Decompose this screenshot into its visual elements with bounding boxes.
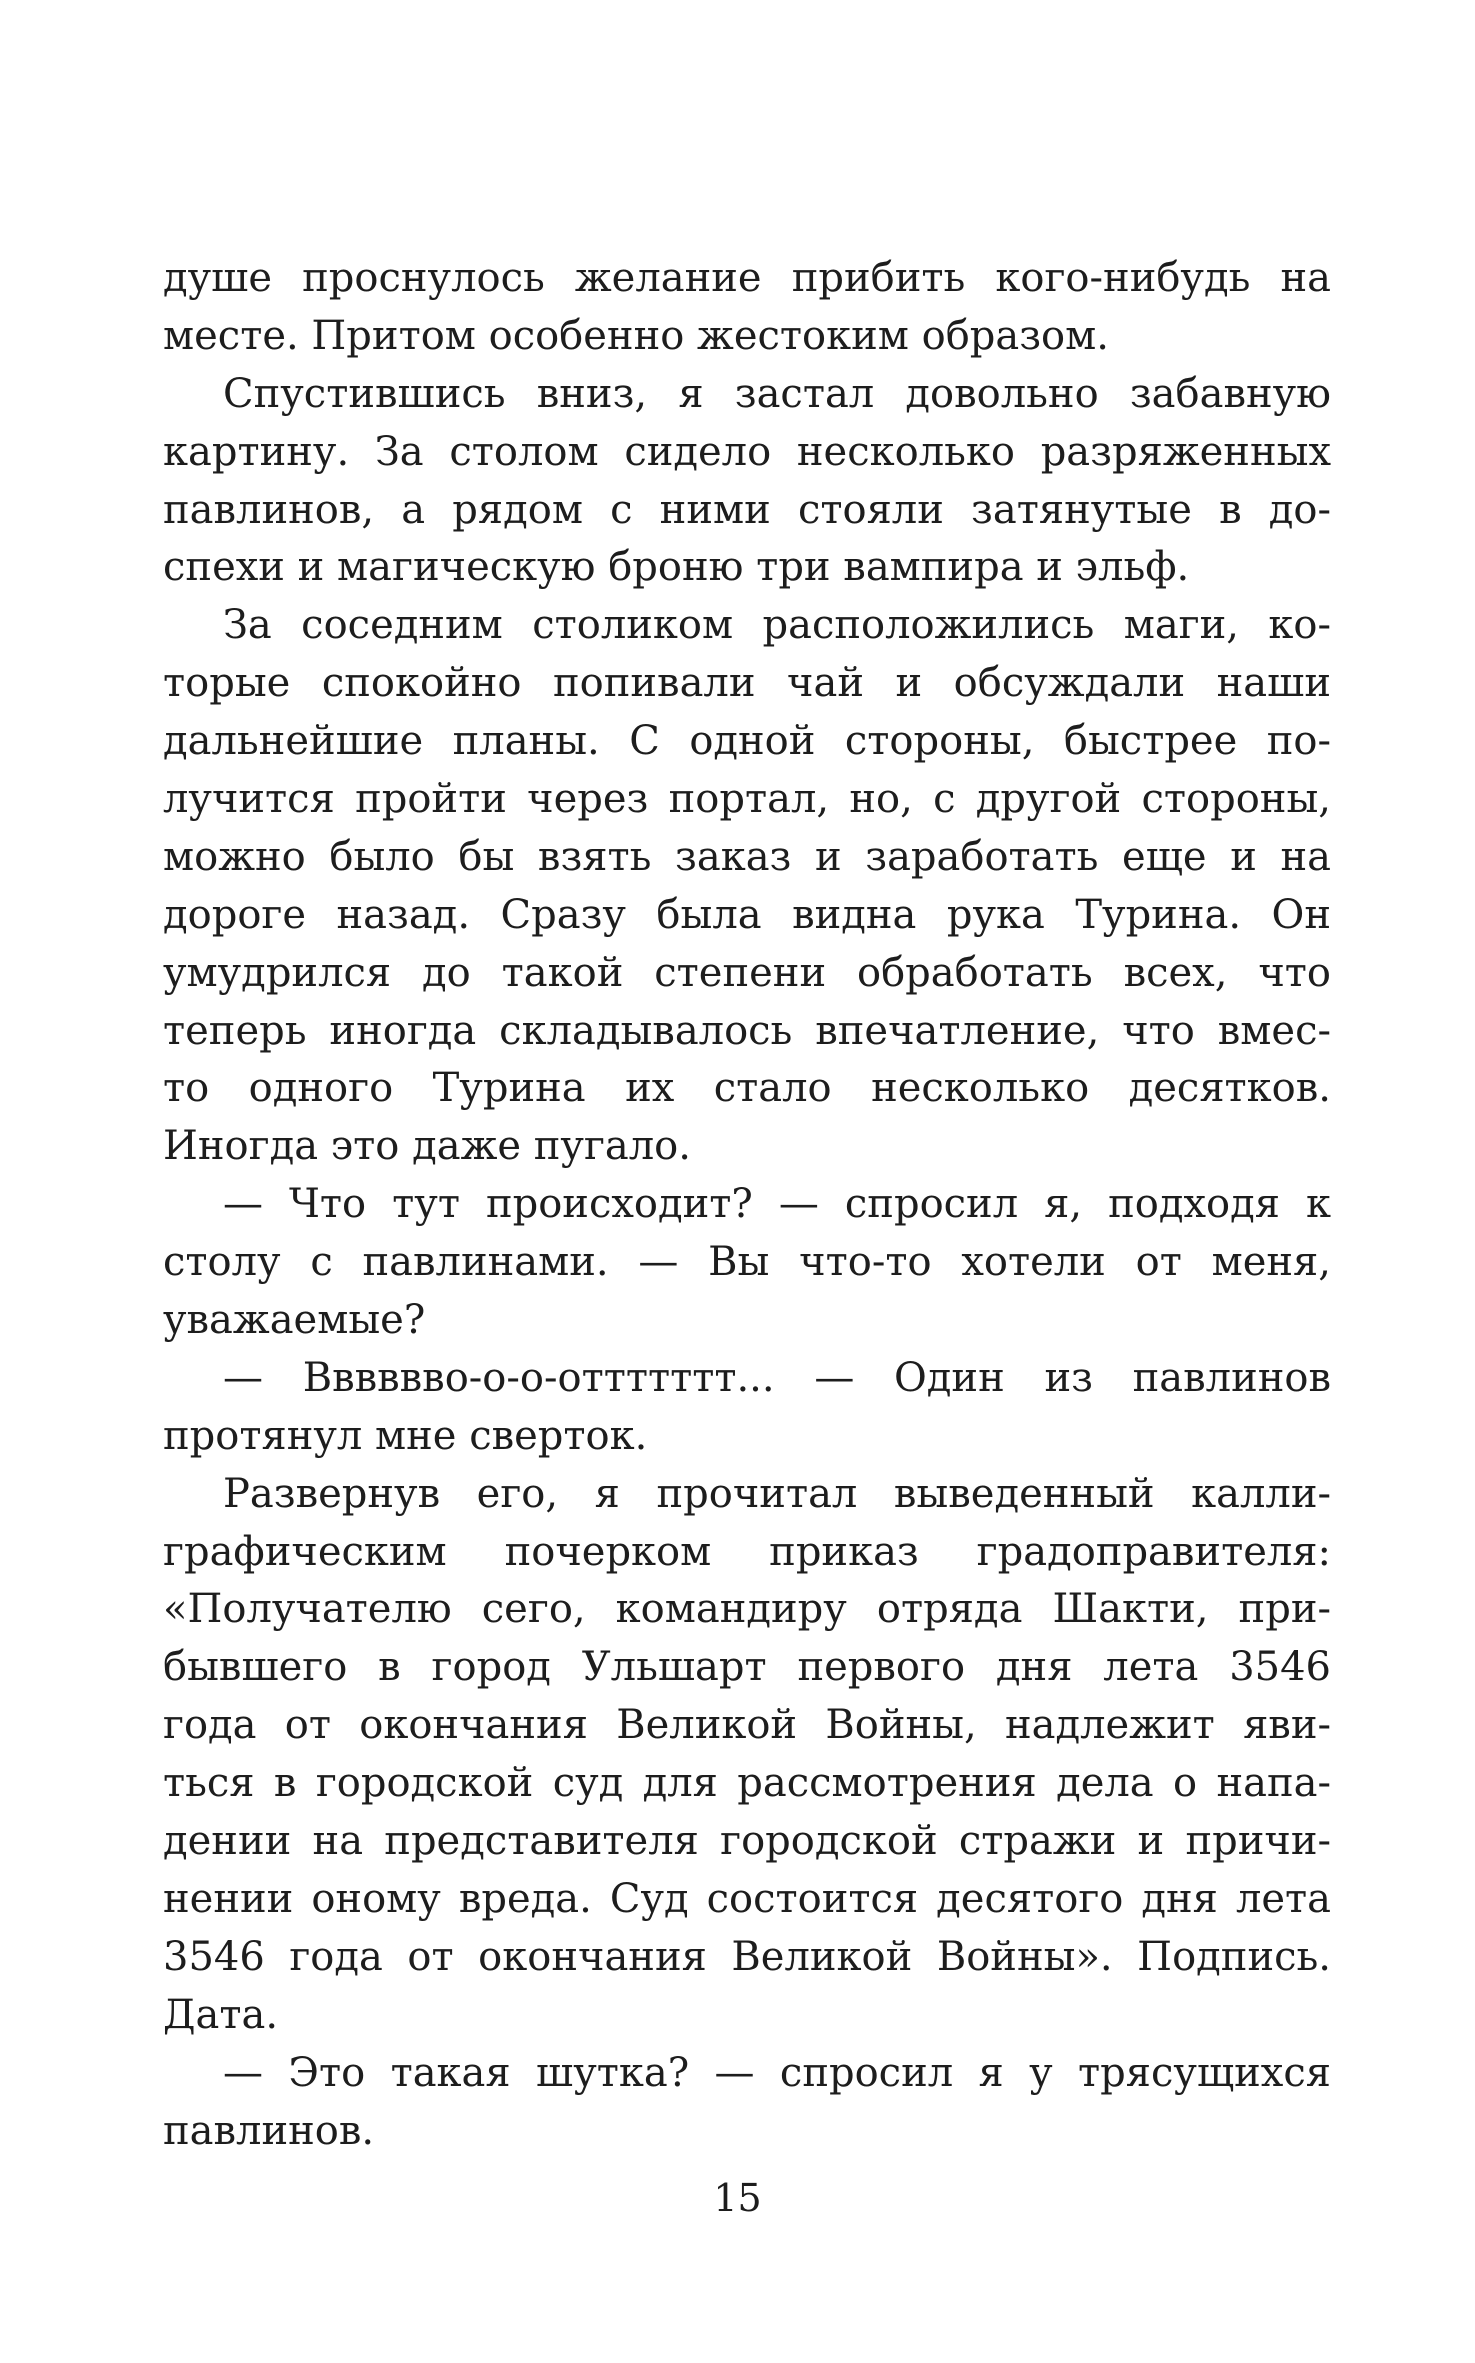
text-line: дороге назад. Сразу была видна рука Турина. Он bbox=[163, 891, 1331, 938]
text-line: ться в городской суд для рассмотрения дела о напа- bbox=[163, 1760, 1331, 1807]
paragraph bbox=[163, 1350, 1331, 1466]
text-line: года от окончания Великой Войны, надлежит яви- bbox=[163, 1702, 1331, 1749]
paragraph bbox=[163, 1176, 1331, 1350]
text-line: душе проснулось желание прибить кого-нибудь на bbox=[163, 255, 1331, 301]
page-number: 15 bbox=[713, 2176, 762, 2220]
text-line: графическим почерком приказ градоправителя: bbox=[163, 1528, 1331, 1575]
text-line: месте. Притом особенно жестоким образом. bbox=[163, 312, 1109, 359]
text-line: «Получателю сего, командиру отряда Шакти, при- bbox=[163, 1586, 1331, 1633]
text-line: торые спокойно попивали чай и обсуждали наши bbox=[163, 660, 1331, 707]
text-line: Спустившись вниз, я застал довольно забавную bbox=[223, 370, 1331, 417]
paragraph bbox=[163, 250, 1331, 366]
text-line: картину. За столом сидело несколько разряженных bbox=[163, 428, 1331, 475]
text-line: спехи и магическую броню три вампира и эльф. bbox=[163, 544, 1190, 591]
text-line: нении оному вреда. Суд состоится десятого дня лета bbox=[163, 1875, 1331, 1922]
text-line: бывшего в город Ульшарт первого дня лета 3546 bbox=[163, 1644, 1331, 1691]
text-line: Дата. bbox=[163, 1991, 279, 2038]
paragraph bbox=[163, 366, 1331, 598]
text-line: дальнейшие планы. С одной стороны, быстрее по- bbox=[163, 718, 1331, 765]
paragraph bbox=[163, 597, 1331, 1176]
text-line: протянул мне сверток. bbox=[163, 1412, 648, 1459]
text-line: павлинов. bbox=[163, 2107, 375, 2154]
book-page-body bbox=[163, 250, 1331, 2160]
text-line: Развернув его, я прочитал выведенный калли- bbox=[223, 1470, 1331, 1517]
text-line: павлинов, а рядом с ними стояли затянутые в до- bbox=[163, 486, 1331, 533]
text-line: За соседним столиком расположились маги, ко- bbox=[223, 602, 1331, 649]
text-line: можно было бы взять заказ и заработать еще и на bbox=[163, 833, 1331, 880]
text-line: лучится пройти через портал, но, с другой стороны, bbox=[163, 776, 1331, 823]
text-line: уважаемые? bbox=[163, 1297, 426, 1344]
text-line: то одного Турина их стало несколько десятков. bbox=[163, 1065, 1331, 1112]
paragraph bbox=[163, 1466, 1331, 2045]
text-line: умудрился до такой степени обработать всех, что bbox=[163, 949, 1331, 996]
text-line: — Что тут происходит? — спросил я, подходя к bbox=[223, 1181, 1331, 1228]
text-line: 3546 года от окончания Великой Войны». Подпись. bbox=[163, 1933, 1331, 1980]
paragraph bbox=[163, 2045, 1331, 2161]
text-line: дении на представителя городской стражи и причи- bbox=[163, 1818, 1331, 1865]
text-line: теперь иногда складывалось впечатление, что вмес- bbox=[163, 1007, 1331, 1054]
text-line: — Вввввво-о-о-оттттттт... — Один из павлинов bbox=[223, 1354, 1331, 1401]
text-line: — Это такая шутка? — спросил я у трясущихся bbox=[223, 2049, 1331, 2096]
text-line: Иногда это даже пугало. bbox=[163, 1123, 691, 1170]
text-line: столу с павлинами. — Вы что-то хотели от меня, bbox=[163, 1239, 1331, 1286]
